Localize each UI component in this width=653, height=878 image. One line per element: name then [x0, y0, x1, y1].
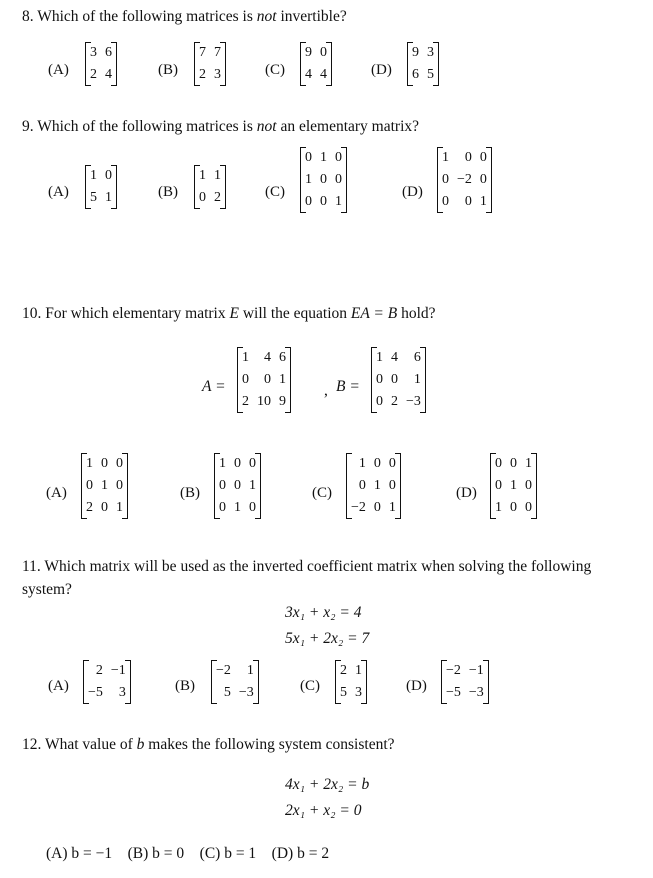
matrix-a — [238, 347, 290, 413]
matrix-entry: 0 — [464, 150, 472, 165]
matrix-entry: 2 — [340, 663, 347, 678]
left-bracket — [85, 165, 91, 209]
system-equation: 4x₁ + 2x₂ = b — [285, 776, 370, 793]
left-bracket — [211, 660, 217, 704]
matrix-entry: 3 — [427, 45, 434, 60]
matrix-entry: 1 — [373, 478, 381, 493]
matrix-entry: 0 — [101, 456, 108, 471]
emphasis: not — [256, 118, 277, 135]
matrix-entry: 1 — [246, 663, 254, 678]
matrix-entry: 7 — [214, 45, 221, 60]
matrix-entry: 2 — [199, 67, 206, 82]
matrix-entry: 1 — [525, 456, 532, 471]
matrix-entry: 5 — [223, 685, 231, 700]
matrix-entry: 1 — [90, 168, 97, 183]
matrix-entry: 1 — [249, 478, 256, 493]
matrix-entry: 0 — [335, 150, 342, 165]
right-bracket — [285, 347, 291, 413]
matrix-entry: 0 — [442, 172, 449, 187]
matrix-entry: 0 — [525, 500, 532, 515]
matrix-entry: 0 — [479, 172, 487, 187]
system-equation: 2x₁ + x₂ = 0 — [285, 802, 362, 819]
question-number: 8. — [22, 8, 34, 25]
matrix-entry: 1 — [219, 456, 226, 471]
math-equation: EA = B — [350, 305, 398, 322]
matrix-entry: 4 — [105, 67, 112, 82]
matrix-entry: 3 — [355, 685, 362, 700]
matrix — [215, 453, 260, 519]
matrix-entry: 1 — [335, 194, 342, 209]
left-bracket — [194, 165, 200, 209]
matrix-entry: 0 — [464, 194, 472, 209]
right-bracket — [361, 660, 367, 704]
matrix-entry: 2 — [86, 500, 93, 515]
math-var: b — [136, 736, 145, 753]
matrix-entry: 0 — [335, 172, 342, 187]
matrix-entry: 0 — [388, 456, 396, 471]
left-bracket — [371, 347, 377, 413]
math-var: E — [229, 305, 239, 322]
matrix-entry: 0 — [219, 478, 226, 493]
emphasis: not — [256, 8, 277, 25]
matrix-entry: 2 — [391, 394, 398, 409]
left-bracket — [437, 147, 443, 213]
left-bracket — [85, 42, 91, 86]
matrix-entry: 9 — [305, 45, 312, 60]
matrix-entry: 1 — [86, 456, 93, 471]
right-bracket — [433, 42, 439, 86]
matrix-entry: 0 — [358, 478, 366, 493]
left-bracket — [83, 660, 89, 704]
left-bracket — [81, 453, 87, 519]
matrix-entry: 0 — [495, 456, 502, 471]
question-11-cont: system? — [22, 581, 72, 598]
matrix-entry: 9 — [412, 45, 419, 60]
matrix-entry: 1 — [442, 150, 449, 165]
matrix-entry: 0 — [373, 500, 381, 515]
matrix — [195, 42, 225, 86]
matrix-entry: 1 — [105, 190, 112, 205]
matrix-entry: 0 — [249, 456, 256, 471]
matrix-entry: 3 — [118, 685, 126, 700]
matrix-entry: −2 — [446, 663, 461, 678]
matrix-entry: −5 — [446, 685, 461, 700]
matrix-entry: 0 — [249, 500, 256, 515]
matrix-entry: 2 — [214, 190, 221, 205]
left-bracket — [300, 42, 306, 86]
left-bracket — [407, 42, 413, 86]
left-bracket — [300, 147, 306, 213]
matrix-entry: 1 — [279, 372, 286, 387]
matrix-entry: 4 — [391, 350, 398, 365]
left-bracket — [237, 347, 243, 413]
matrix-entry: 0 — [234, 478, 241, 493]
matrix-entry: −2 — [351, 500, 366, 515]
option-label: (A) — [48, 62, 69, 78]
matrix-entry: 1 — [320, 150, 327, 165]
matrix — [195, 165, 225, 209]
option-label: (C) — [312, 485, 332, 501]
matrix-entry: −5 — [88, 685, 103, 700]
matrix — [301, 42, 331, 86]
system-equation: 3x₁ + x₂ = 4 — [285, 604, 362, 621]
option-label: (C) — [265, 184, 285, 200]
matrix — [86, 42, 116, 86]
right-bracket — [420, 347, 426, 413]
matrix — [347, 453, 400, 519]
matrix-entry: 0 — [101, 500, 108, 515]
matrix — [408, 42, 438, 86]
right-bracket — [220, 42, 226, 86]
right-bracket — [395, 453, 401, 519]
matrix-entry: 6 — [412, 67, 419, 82]
question-number: 9. — [22, 118, 34, 135]
question-11 — [22, 558, 591, 576]
matrix-entry: −3 — [238, 685, 254, 700]
matrix-entry: 0 — [525, 478, 532, 493]
option-label: (D) — [406, 678, 427, 694]
matrix-entry: 5 — [340, 685, 347, 700]
matrix-entry: 3 — [90, 45, 97, 60]
matrix-entry: 9 — [279, 394, 286, 409]
matrix-entry: 0 — [388, 478, 396, 493]
right-bracket — [531, 453, 537, 519]
question-text: For which elementary matrix — [45, 305, 230, 322]
question-number: 11. — [22, 558, 41, 575]
matrix-entry: 0 — [479, 150, 487, 165]
question-text: What value of — [44, 736, 137, 753]
right-bracket — [326, 42, 332, 86]
matrix — [301, 147, 346, 213]
option-label: (B) — [175, 678, 195, 694]
matrix-entry: 0 — [373, 456, 381, 471]
question-9 — [22, 118, 419, 136]
question-number: 10. — [22, 305, 42, 322]
option-label: (D) — [371, 62, 392, 78]
matrix-entry: 4 — [320, 67, 327, 82]
system-equation: 5x₁ + 2x₂ = 7 — [285, 630, 370, 647]
matrix-entry: 0 — [510, 500, 517, 515]
matrix-entry: 0 — [116, 456, 123, 471]
left-bracket — [335, 660, 341, 704]
matrix-entry: 0 — [510, 456, 517, 471]
comma: , — [324, 382, 328, 399]
option-label: (D) — [456, 485, 477, 501]
matrix-entry: 0 — [242, 372, 249, 387]
left-bracket — [490, 453, 496, 519]
matrix-entry: −2 — [216, 663, 231, 678]
matrix-entry: −1 — [468, 663, 484, 678]
left-bracket — [346, 453, 352, 519]
matrix-entry: 0 — [320, 45, 327, 60]
option-label: (A) — [46, 485, 67, 501]
question-text: hold? — [397, 305, 436, 322]
matrix-entry: 2 — [95, 663, 103, 678]
question-text: makes the following system consistent? — [144, 736, 395, 753]
question-text: invertible? — [276, 8, 347, 25]
option-label: (B) — [158, 184, 178, 200]
matrix-entry: 7 — [199, 45, 206, 60]
left-bracket — [441, 660, 447, 704]
matrix-entry: 0 — [320, 194, 327, 209]
matrix-entry: 6 — [105, 45, 112, 60]
matrix-entry: −1 — [110, 663, 126, 678]
right-bracket — [486, 147, 492, 213]
right-bracket — [483, 660, 489, 704]
matrix-entry: 5 — [90, 190, 97, 205]
matrix-entry: 0 — [376, 372, 383, 387]
matrix-entry: 0 — [391, 372, 398, 387]
right-bracket — [111, 42, 117, 86]
option-label: (A) — [48, 184, 69, 200]
matrix — [86, 165, 116, 209]
matrix-entry: 1 — [495, 500, 502, 515]
matrix-entry: 1 — [101, 478, 108, 493]
matrix-entry: 0 — [320, 172, 327, 187]
matrix-entry: 0 — [264, 372, 271, 387]
question-8 — [22, 8, 347, 26]
matrix-entry: 1 — [234, 500, 241, 515]
matrix — [442, 660, 488, 704]
matrix-entry: 6 — [413, 350, 421, 365]
right-bracket — [341, 147, 347, 213]
question-text: will the equation — [238, 305, 351, 322]
matrix-entry: 1 — [510, 478, 517, 493]
matrix-entry: 0 — [105, 168, 112, 183]
matrix-entry: 2 — [242, 394, 249, 409]
option-label: (D) — [402, 184, 423, 200]
left-bracket — [194, 42, 200, 86]
matrix-entry: 1 — [214, 168, 221, 183]
matrix-b-label: B = — [336, 378, 360, 395]
matrix — [336, 660, 366, 704]
matrix-entry: 1 — [376, 350, 383, 365]
matrix-entry: 2 — [90, 67, 97, 82]
question-text: Which of the following matrices is — [37, 118, 257, 135]
matrix-entry: 0 — [116, 478, 123, 493]
question-10 — [22, 305, 436, 323]
right-bracket — [122, 453, 128, 519]
right-bracket — [255, 453, 261, 519]
matrix-entry: 6 — [279, 350, 286, 365]
matrix-entry: 1 — [388, 500, 396, 515]
matrix-entry: −3 — [406, 394, 421, 409]
question-number: 12. — [22, 736, 42, 753]
question-text: Which matrix will be used as the inverted coefficient matrix when solving the following — [44, 558, 592, 575]
matrix-entry: 0 — [219, 500, 226, 515]
matrix-entry: 0 — [495, 478, 502, 493]
matrix-entry: 0 — [86, 478, 93, 493]
option-label: (C) — [265, 62, 285, 78]
matrix-entry: 1 — [413, 372, 421, 387]
matrix-a-label: A = — [202, 378, 226, 395]
matrix-entry: 0 — [376, 394, 383, 409]
matrix-entry: 1 — [116, 500, 123, 515]
matrix-entry: 10 — [257, 394, 271, 409]
matrix-entry: 4 — [264, 350, 271, 365]
matrix-entry: −2 — [457, 172, 472, 187]
matrix — [438, 147, 491, 213]
right-bracket — [125, 660, 131, 704]
matrix-b — [372, 347, 425, 413]
question-text: an elementary matrix? — [276, 118, 420, 135]
matrix — [84, 660, 130, 704]
option-label: (C) — [300, 678, 320, 694]
matrix-entry: 0 — [234, 456, 241, 471]
matrix-entry: 0 — [305, 194, 312, 209]
matrix — [212, 660, 258, 704]
matrix-entry: −3 — [468, 685, 484, 700]
matrix-entry: 0 — [305, 150, 312, 165]
matrix-entry: 4 — [305, 67, 312, 82]
matrix-entry: 0 — [442, 194, 449, 209]
matrix-entry: 1 — [199, 168, 206, 183]
matrix-entry: 5 — [427, 67, 434, 82]
matrix-entry: 3 — [214, 67, 221, 82]
matrix-entry: 1 — [305, 172, 312, 187]
question-12 — [22, 736, 395, 754]
matrix-entry: 1 — [358, 456, 366, 471]
option-label: (B) — [158, 62, 178, 78]
option-label: (A) — [48, 678, 69, 694]
matrix-entry: 1 — [479, 194, 487, 209]
option-label: (B) — [180, 485, 200, 501]
right-bracket — [111, 165, 117, 209]
matrix-entry: 1 — [242, 350, 249, 365]
matrix-entry: 0 — [199, 190, 206, 205]
right-bracket — [253, 660, 259, 704]
matrix-entry: 1 — [355, 663, 362, 678]
answer-options: (A) b = −1 (B) b = 0 (C) b = 1 (D) b = 2 — [46, 845, 330, 862]
left-bracket — [214, 453, 220, 519]
right-bracket — [220, 165, 226, 209]
matrix — [491, 453, 536, 519]
question-text: Which of the following matrices is — [37, 8, 257, 25]
matrix — [82, 453, 127, 519]
